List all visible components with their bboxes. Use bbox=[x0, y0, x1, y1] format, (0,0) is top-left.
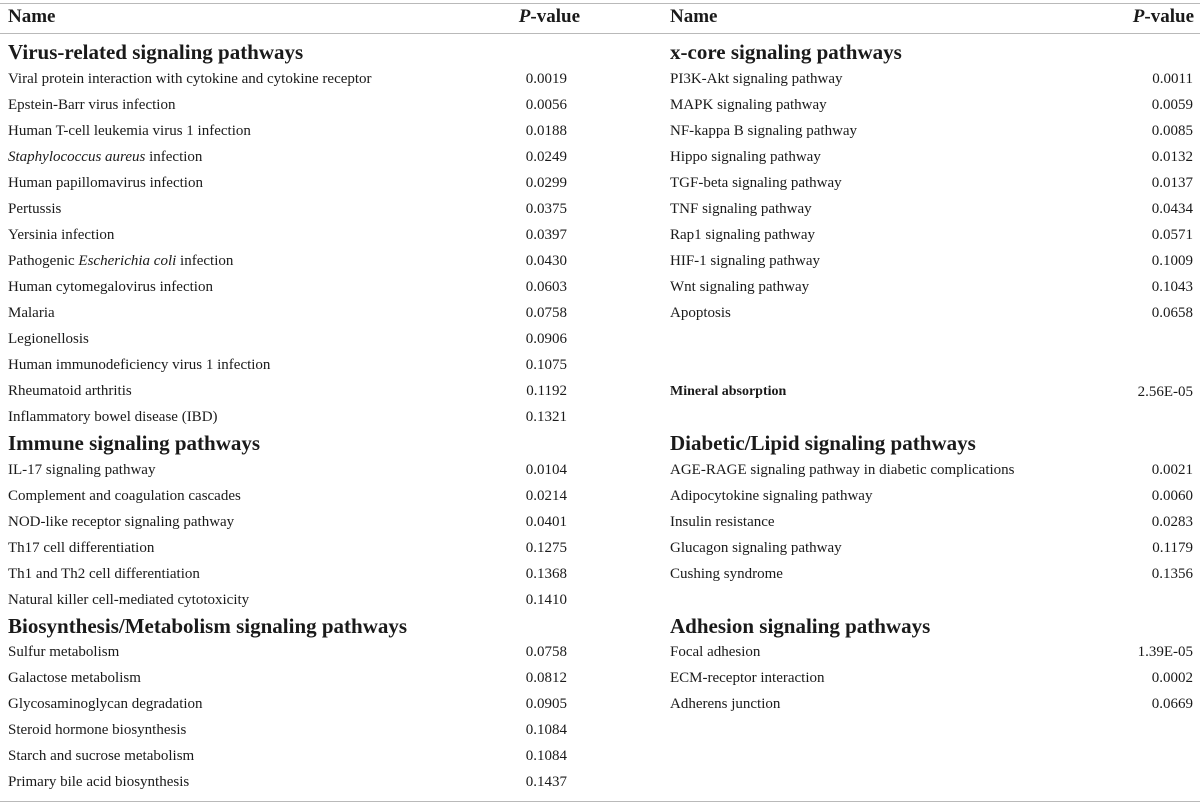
p-value-header: P-value bbox=[518, 6, 580, 27]
table-row: Glucagon signaling pathway 0.1179 bbox=[670, 540, 1193, 556]
table-row: Staphylococcus aureus infection 0.0249 bbox=[8, 149, 567, 165]
table-row: Primary bile acid biosynthesis 0.1437 bbox=[8, 774, 567, 790]
table-row: Viral protein interaction with cytokine and cytokine receptor 0.0019 bbox=[8, 71, 567, 87]
table-row: Rap1 signaling pathway 0.0571 bbox=[670, 227, 1193, 243]
section-title: Adhesion signaling pathways bbox=[670, 614, 931, 638]
section-title: Diabetic/Lipid signaling pathways bbox=[670, 431, 976, 455]
table-row: MAPK signaling pathway 0.0059 bbox=[670, 97, 1193, 113]
table-row: IL-17 signaling pathway 0.0104 bbox=[8, 462, 567, 478]
header-rule bbox=[0, 33, 1200, 34]
table-row: Insulin resistance 0.0283 bbox=[670, 514, 1193, 530]
table-row: Human cytomegalovirus infection 0.0603 bbox=[8, 279, 567, 295]
name-header: Name bbox=[8, 6, 56, 27]
p-value-header: P-value bbox=[1132, 6, 1194, 27]
table-row: Galactose metabolism 0.0812 bbox=[8, 670, 567, 686]
table-row: PI3K-Akt signaling pathway 0.0011 bbox=[670, 71, 1193, 87]
table-row: Natural killer cell-mediated cytotoxicity 0.1410 bbox=[8, 592, 567, 608]
table-row: Legionellosis 0.0906 bbox=[8, 331, 567, 347]
table-row: Human T-cell leukemia virus 1 infection 0.0188 bbox=[8, 123, 567, 139]
table-row: Th17 cell differentiation 0.1275 bbox=[8, 540, 567, 556]
table-row: Starch and sucrose metabolism 0.1084 bbox=[8, 748, 567, 764]
table-row: Cushing syndrome 0.1356 bbox=[670, 566, 1193, 582]
section-title: Immune signaling pathways bbox=[8, 431, 261, 455]
table-bottom-rule bbox=[0, 801, 1200, 802]
table-row: HIF-1 signaling pathway 0.1009 bbox=[670, 253, 1193, 269]
table-row: Wnt signaling pathway 0.1043 bbox=[670, 279, 1193, 295]
table-row-mineral: Mineral absorption 2.56E-05 bbox=[670, 384, 1193, 400]
table-row: Th1 and Th2 cell differentiation 0.1368 bbox=[8, 566, 567, 582]
table-row: Focal adhesion 1.39E-05 bbox=[670, 644, 1193, 660]
table-row: NOD-like receptor signaling pathway 0.0401 bbox=[8, 514, 567, 530]
table-row: Malaria 0.0758 bbox=[8, 305, 567, 321]
column-header bbox=[660, 4, 1194, 33]
name-header: Name bbox=[670, 6, 718, 27]
table-row: Inflammatory bowel disease (IBD) 0.1321 bbox=[8, 409, 567, 425]
table-row: Pathogenic Escherichia coli infection 0.0430 bbox=[8, 253, 567, 269]
table-row: Hippo signaling pathway 0.0132 bbox=[670, 149, 1193, 165]
table-row: Epstein-Barr virus infection 0.0056 bbox=[8, 97, 567, 113]
table-row: Glycosaminoglycan degradation 0.0905 bbox=[8, 696, 567, 712]
table-row: Pertussis 0.0375 bbox=[8, 201, 567, 217]
table-row: Steroid hormone biosynthesis 0.1084 bbox=[8, 722, 567, 738]
column-header bbox=[0, 4, 594, 33]
table-row: Adipocytokine signaling pathway 0.0060 bbox=[670, 488, 1193, 504]
table-row: Yersinia infection 0.0397 bbox=[8, 227, 567, 243]
table-row: TGF-beta signaling pathway 0.0137 bbox=[670, 175, 1193, 191]
table-row: Human papillomavirus infection 0.0299 bbox=[8, 175, 567, 191]
section-title: Biosynthesis/Metabolism signaling pathways bbox=[8, 614, 408, 638]
table-row: Sulfur metabolism 0.0758 bbox=[8, 644, 567, 660]
table-row: TNF signaling pathway 0.0434 bbox=[670, 201, 1193, 217]
table-row: Adherens junction 0.0669 bbox=[670, 696, 1193, 712]
table-row: AGE-RAGE signaling pathway in diabetic complications 0.0021 bbox=[670, 462, 1193, 478]
table-row: Human immunodeficiency virus 1 infection 0.1075 bbox=[8, 357, 567, 373]
table-row: NF-kappa B signaling pathway 0.0085 bbox=[670, 123, 1193, 139]
section-title: x-core signaling pathways bbox=[670, 40, 902, 64]
table-row: ECM-receptor interaction 0.0002 bbox=[670, 670, 1193, 686]
table-row: Rheumatoid arthritis 0.1192 bbox=[8, 383, 567, 399]
table-row: Complement and coagulation cascades 0.0214 bbox=[8, 488, 567, 504]
table-row: Apoptosis 0.0658 bbox=[670, 305, 1193, 321]
section-title: Virus-related signaling pathways bbox=[8, 40, 304, 64]
